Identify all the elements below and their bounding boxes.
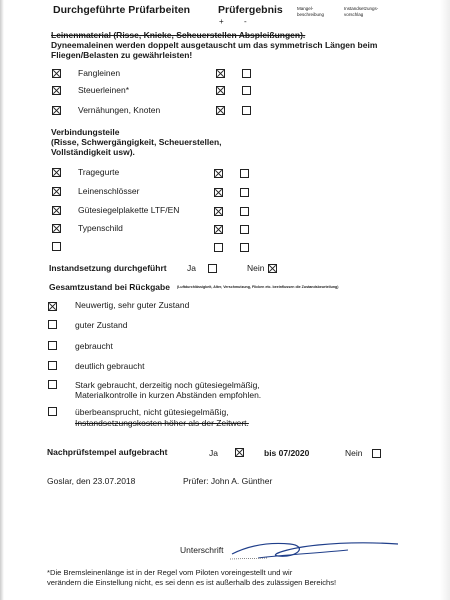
vernaehungen-label: Vernähungen, Knoten [78, 105, 161, 115]
tragegurte-label: Tragegurte [78, 167, 120, 177]
vernaehungen-minus-checkbox[interactable] [242, 106, 251, 115]
tragegurte-checkbox[interactable] [52, 168, 61, 177]
section1-subtitle-line2: Fliegen/Belasten zu gewährleisten! [51, 50, 193, 60]
repair-ja-checkbox[interactable] [208, 264, 217, 273]
condition-used-checkbox[interactable] [48, 341, 57, 350]
typenschild-minus-checkbox[interactable] [240, 225, 249, 234]
tragegurte-minus-checkbox[interactable] [240, 169, 249, 178]
overall-title: Gesamtzustand bei Rückgabe [49, 282, 170, 292]
footnote-line1: *Die Bremsleinenlänge ist in der Regel vom Piloten voreingestellt und wir [47, 568, 293, 577]
header-minus: - [244, 17, 247, 26]
section2-title: Verbindungsteile [51, 127, 120, 137]
fangleinen-minus-checkbox[interactable] [242, 69, 251, 78]
leinenschloesser-checkbox[interactable] [52, 187, 61, 196]
fangleinen-label: Fangleinen [78, 68, 121, 78]
header-col-inspections: Durchgeführte Prüfarbeiten [53, 4, 191, 16]
repair-label: Instandsetzung durchgeführt [49, 263, 167, 273]
footnote-line2: verändern die Einstellung nicht, es sei denn es ist außerhalb des zulässigen Bereichs! [47, 578, 337, 587]
tragegurte-plus-checkbox[interactable] [214, 169, 223, 178]
inspector-name: Prüfer: John A. Günther [183, 476, 273, 486]
section2-sub-line2: Vollständigkeit usw). [51, 147, 135, 157]
stamp-nein-label: Nein [345, 448, 363, 458]
leinenschloesser-plus-checkbox[interactable] [214, 188, 223, 197]
typenschild-checkbox[interactable] [52, 224, 61, 233]
steuerleinen-label: Steuerleinen* [78, 85, 130, 95]
extra-item-minus-checkbox[interactable] [240, 243, 249, 252]
fangleinen-checkbox[interactable] [52, 69, 61, 78]
condition-used-label: gebraucht [75, 341, 113, 351]
signature-label: Unterschrift [180, 545, 224, 555]
condition-heavily-used-line1: Stark gebraucht, derzeitig noch gütesiegelmäßig, [75, 380, 260, 390]
section2-sub-line1: (Risse, Schwergängigkeit, Scheuerstellen, [51, 137, 222, 147]
condition-good-checkbox[interactable] [48, 320, 57, 329]
typenschild-plus-checkbox[interactable] [214, 225, 223, 234]
scan-right-edge [440, 0, 450, 600]
place-date: Goslar, den 23.07.2018 [47, 476, 136, 486]
repair-nein-label: Nein [247, 263, 265, 273]
header-col-result: Prüfergebnis [218, 4, 283, 16]
extra-item-checkbox[interactable] [52, 242, 61, 251]
repair-nein-checkbox[interactable] [268, 264, 277, 273]
vernaehungen-checkbox[interactable] [52, 106, 61, 115]
stamp-ja-label: Ja [209, 448, 218, 458]
guetesiegel-plus-checkbox[interactable] [214, 207, 223, 216]
condition-new-checkbox[interactable] [48, 302, 57, 311]
section1-subtitle-line1: Dyneemaleinen werden doppelt ausgetauscht um das symmetrisch Längen beim [51, 40, 378, 50]
guetesiegel-checkbox[interactable] [52, 206, 61, 215]
overall-note: (Luftdurchlässigkeit, Alter, Verschmutzung, Flicken etc. beeinflussen die Zustandsbeurteilung) [177, 285, 339, 289]
condition-clearly-used-label: deutlich gebraucht [75, 361, 145, 371]
extra-item-plus-checkbox[interactable] [214, 243, 223, 252]
scan-edge-shadow [0, 0, 4, 600]
stamp-until: bis 07/2020 [264, 448, 310, 458]
condition-good-label: guter Zustand [75, 320, 128, 330]
repair-ja-label: Ja [187, 263, 196, 273]
condition-heavily-used-checkbox[interactable] [48, 380, 57, 389]
leinenschloesser-label: Leinenschlösser [78, 186, 140, 196]
typenschild-label: Typenschild [78, 223, 123, 233]
stamp-ja-checkbox[interactable] [235, 448, 244, 457]
header-col-repair: Instandsetzungs- vorschlag [344, 6, 379, 17]
condition-overstressed-checkbox[interactable] [48, 407, 57, 416]
condition-clearly-used-checkbox[interactable] [48, 361, 57, 370]
vernaehungen-plus-checkbox[interactable] [216, 106, 225, 115]
handwritten-signature [228, 528, 408, 568]
stamp-nein-checkbox[interactable] [372, 449, 381, 458]
section1-title: Leinenmaterial (Risse, Knicke, Scheuerstellen Abspleißungen). [51, 30, 306, 40]
guetesiegel-minus-checkbox[interactable] [240, 207, 249, 216]
stamp-label: Nachprüfstempel aufgebracht [47, 447, 168, 457]
guetesiegel-label: Gütesiegelplakette LTF/EN [78, 205, 180, 215]
steuerleinen-checkbox[interactable] [52, 86, 61, 95]
leinenschloesser-minus-checkbox[interactable] [240, 188, 249, 197]
condition-heavily-used-line2: Materialkontrolle in kurzen Abständen empfohlen. [75, 390, 262, 400]
header-plus: + [219, 17, 224, 26]
condition-overstressed-line2: Instandsetzungskosten höher als der Zeitwert. [75, 418, 249, 428]
condition-overstressed-line1: überbeansprucht, nicht gütesiegelmäßig, [75, 407, 229, 417]
fangleinen-plus-checkbox[interactable] [216, 69, 225, 78]
steuerleinen-minus-checkbox[interactable] [242, 86, 251, 95]
condition-new-label: Neuwertig, sehr guter Zustand [75, 300, 190, 310]
header-col-defect: Mangel- beschreibung [297, 6, 325, 17]
steuerleinen-plus-checkbox[interactable] [216, 86, 225, 95]
